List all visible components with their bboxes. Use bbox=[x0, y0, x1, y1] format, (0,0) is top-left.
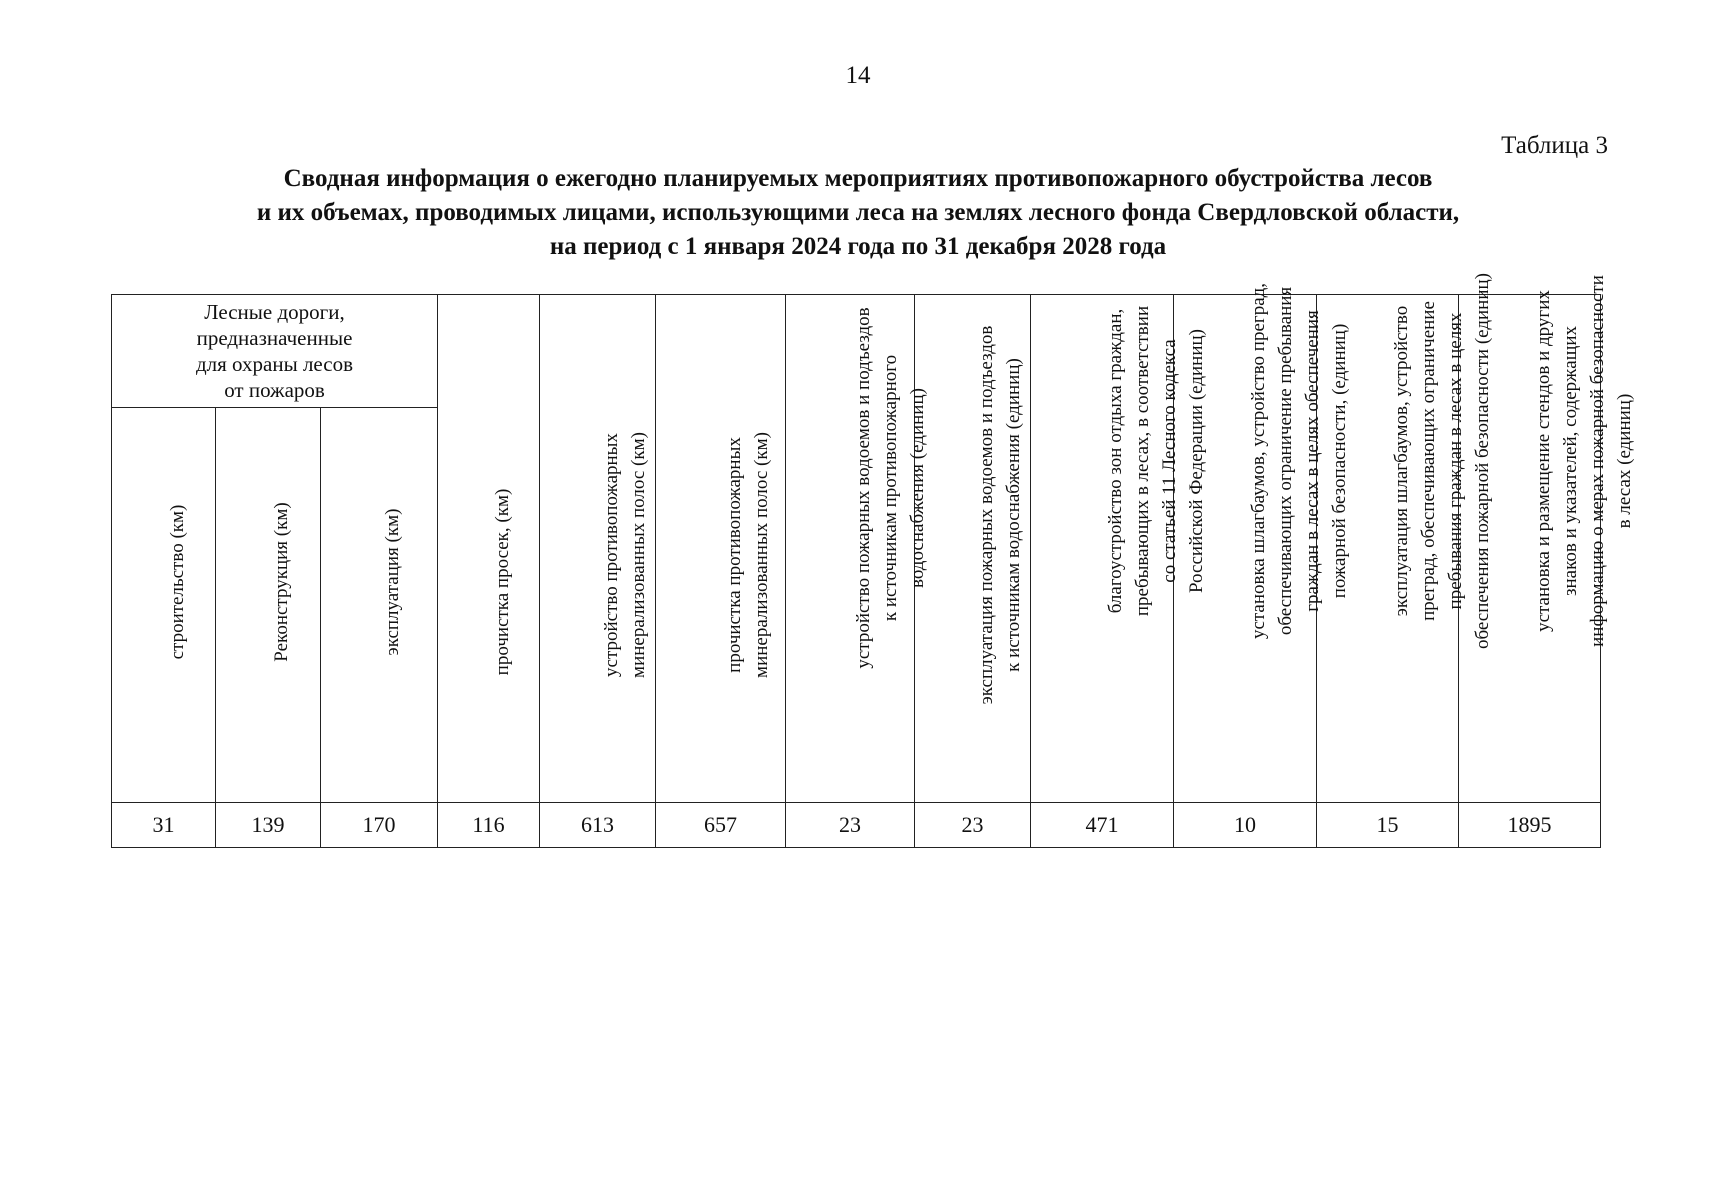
header-line: эксплуатация (км) bbox=[382, 508, 403, 656]
value-fire-ponds-operation: 23 bbox=[915, 803, 1031, 848]
header-operation bbox=[321, 408, 438, 803]
title-line: Сводная информация о ежегодно планируемых мероприятиях противопожарного обустройства лесов bbox=[283, 165, 1433, 192]
header-line: установка и размещение стендов и других bbox=[1532, 290, 1554, 632]
header-line: установка шлагбаумов, устройство преград, bbox=[1248, 282, 1270, 640]
value-info-stands: 1895 bbox=[1459, 803, 1601, 848]
header-barrier-operation bbox=[1317, 272, 1493, 803]
header-line: благоустройство зон отдыха граждан, bbox=[1105, 308, 1127, 614]
header-line: Лесные дороги, bbox=[204, 300, 345, 324]
header-line: обеспечения пожарной безопасности (единиц) bbox=[1471, 272, 1493, 650]
header-firebreak-clearing bbox=[656, 295, 786, 803]
value-barrier-installation: 10 bbox=[1174, 803, 1317, 848]
header-line: граждан в лесах в целях обеспечения bbox=[1302, 310, 1324, 612]
header-line: прочистка просек, (км) bbox=[491, 488, 513, 676]
header-barrier-installation bbox=[1174, 282, 1351, 803]
value-barrier-operation: 15 bbox=[1317, 803, 1459, 848]
value-construction: 31 bbox=[112, 803, 216, 848]
header-fire-ponds-operation bbox=[915, 295, 1031, 803]
header-line: пребывания граждан в лесах в целях bbox=[1444, 312, 1466, 610]
header-line: строительство (км) bbox=[166, 504, 188, 660]
header-line: эксплуатация шлагбаумов, устройство bbox=[1390, 305, 1412, 617]
header-line: водоснабжения (единиц) bbox=[907, 388, 929, 588]
title-line: на период с 1 января 2024 года по 31 декабря 2028 года bbox=[549, 233, 1167, 260]
header-line: со статьей 11 Лесного кодекса bbox=[1159, 339, 1181, 583]
header-firebreak-construction bbox=[540, 295, 656, 803]
header-line: преград, обеспечивающих ограничение bbox=[1417, 301, 1439, 621]
data-row bbox=[112, 803, 1601, 848]
header-row-group bbox=[112, 295, 1601, 408]
value-firebreak-clearing: 657 bbox=[656, 803, 786, 848]
header-line: предназначенные bbox=[196, 326, 353, 350]
header-line: пожарной безопасности, (единиц) bbox=[1329, 323, 1351, 599]
value-reconstruction: 139 bbox=[216, 803, 321, 848]
header-line: для охраны лесов bbox=[195, 352, 354, 376]
header-line: устройство противопожарных bbox=[600, 433, 622, 677]
header-line: Российской Федерации (единиц) bbox=[1186, 328, 1208, 594]
value-firebreak-construction: 613 bbox=[540, 803, 656, 848]
document-title bbox=[120, 162, 1596, 264]
header-line: устройство пожарных водоемов и подъездов bbox=[853, 307, 875, 669]
header-line: Реконструкция (км) bbox=[271, 502, 292, 662]
title-line: и их объемах, проводимых лицами, использующими леса на землях лесного фонда Свердловской области, bbox=[256, 199, 1460, 226]
header-clearing-glades bbox=[438, 295, 540, 803]
table-label: Таблица 3 bbox=[1501, 132, 1608, 159]
header-line: информацию о мерах пожарной безопасности bbox=[1586, 275, 1608, 647]
header-line: обеспечивающих ограничение пребывания bbox=[1275, 286, 1297, 636]
value-recreation-zones: 471 bbox=[1031, 803, 1174, 848]
header-line: минерализованных полос (км) bbox=[750, 432, 772, 678]
header-fire-ponds-construction bbox=[786, 295, 929, 803]
value-clearing-glades: 116 bbox=[438, 803, 540, 848]
header-line: эксплуатация пожарных водоемов и подъездов bbox=[975, 325, 997, 705]
header-line: в лесах (единиц) bbox=[1613, 393, 1635, 529]
header-line: от пожаров bbox=[224, 378, 325, 402]
header-line: к источникам противопожарного bbox=[880, 354, 902, 622]
header-line: минерализованных полос (км) bbox=[627, 432, 649, 678]
header-line: к источникам водоснабжения (единиц) bbox=[1002, 358, 1024, 672]
value-fire-ponds-construction: 23 bbox=[786, 803, 915, 848]
summary-table bbox=[111, 272, 1635, 848]
header-info-stands bbox=[1459, 275, 1635, 803]
header-line: пребывающих в лесах, в соответствии bbox=[1132, 305, 1154, 617]
header-forest-roads bbox=[112, 295, 438, 408]
header-line: прочистка противопожарных bbox=[723, 437, 745, 673]
page-number: 14 bbox=[845, 62, 871, 89]
header-line: знаков и указателей, содержащих bbox=[1559, 326, 1581, 596]
value-operation: 170 bbox=[321, 803, 438, 848]
header-recreation-zones bbox=[1031, 295, 1208, 803]
header-reconstruction bbox=[216, 408, 321, 803]
header-construction bbox=[112, 408, 216, 803]
